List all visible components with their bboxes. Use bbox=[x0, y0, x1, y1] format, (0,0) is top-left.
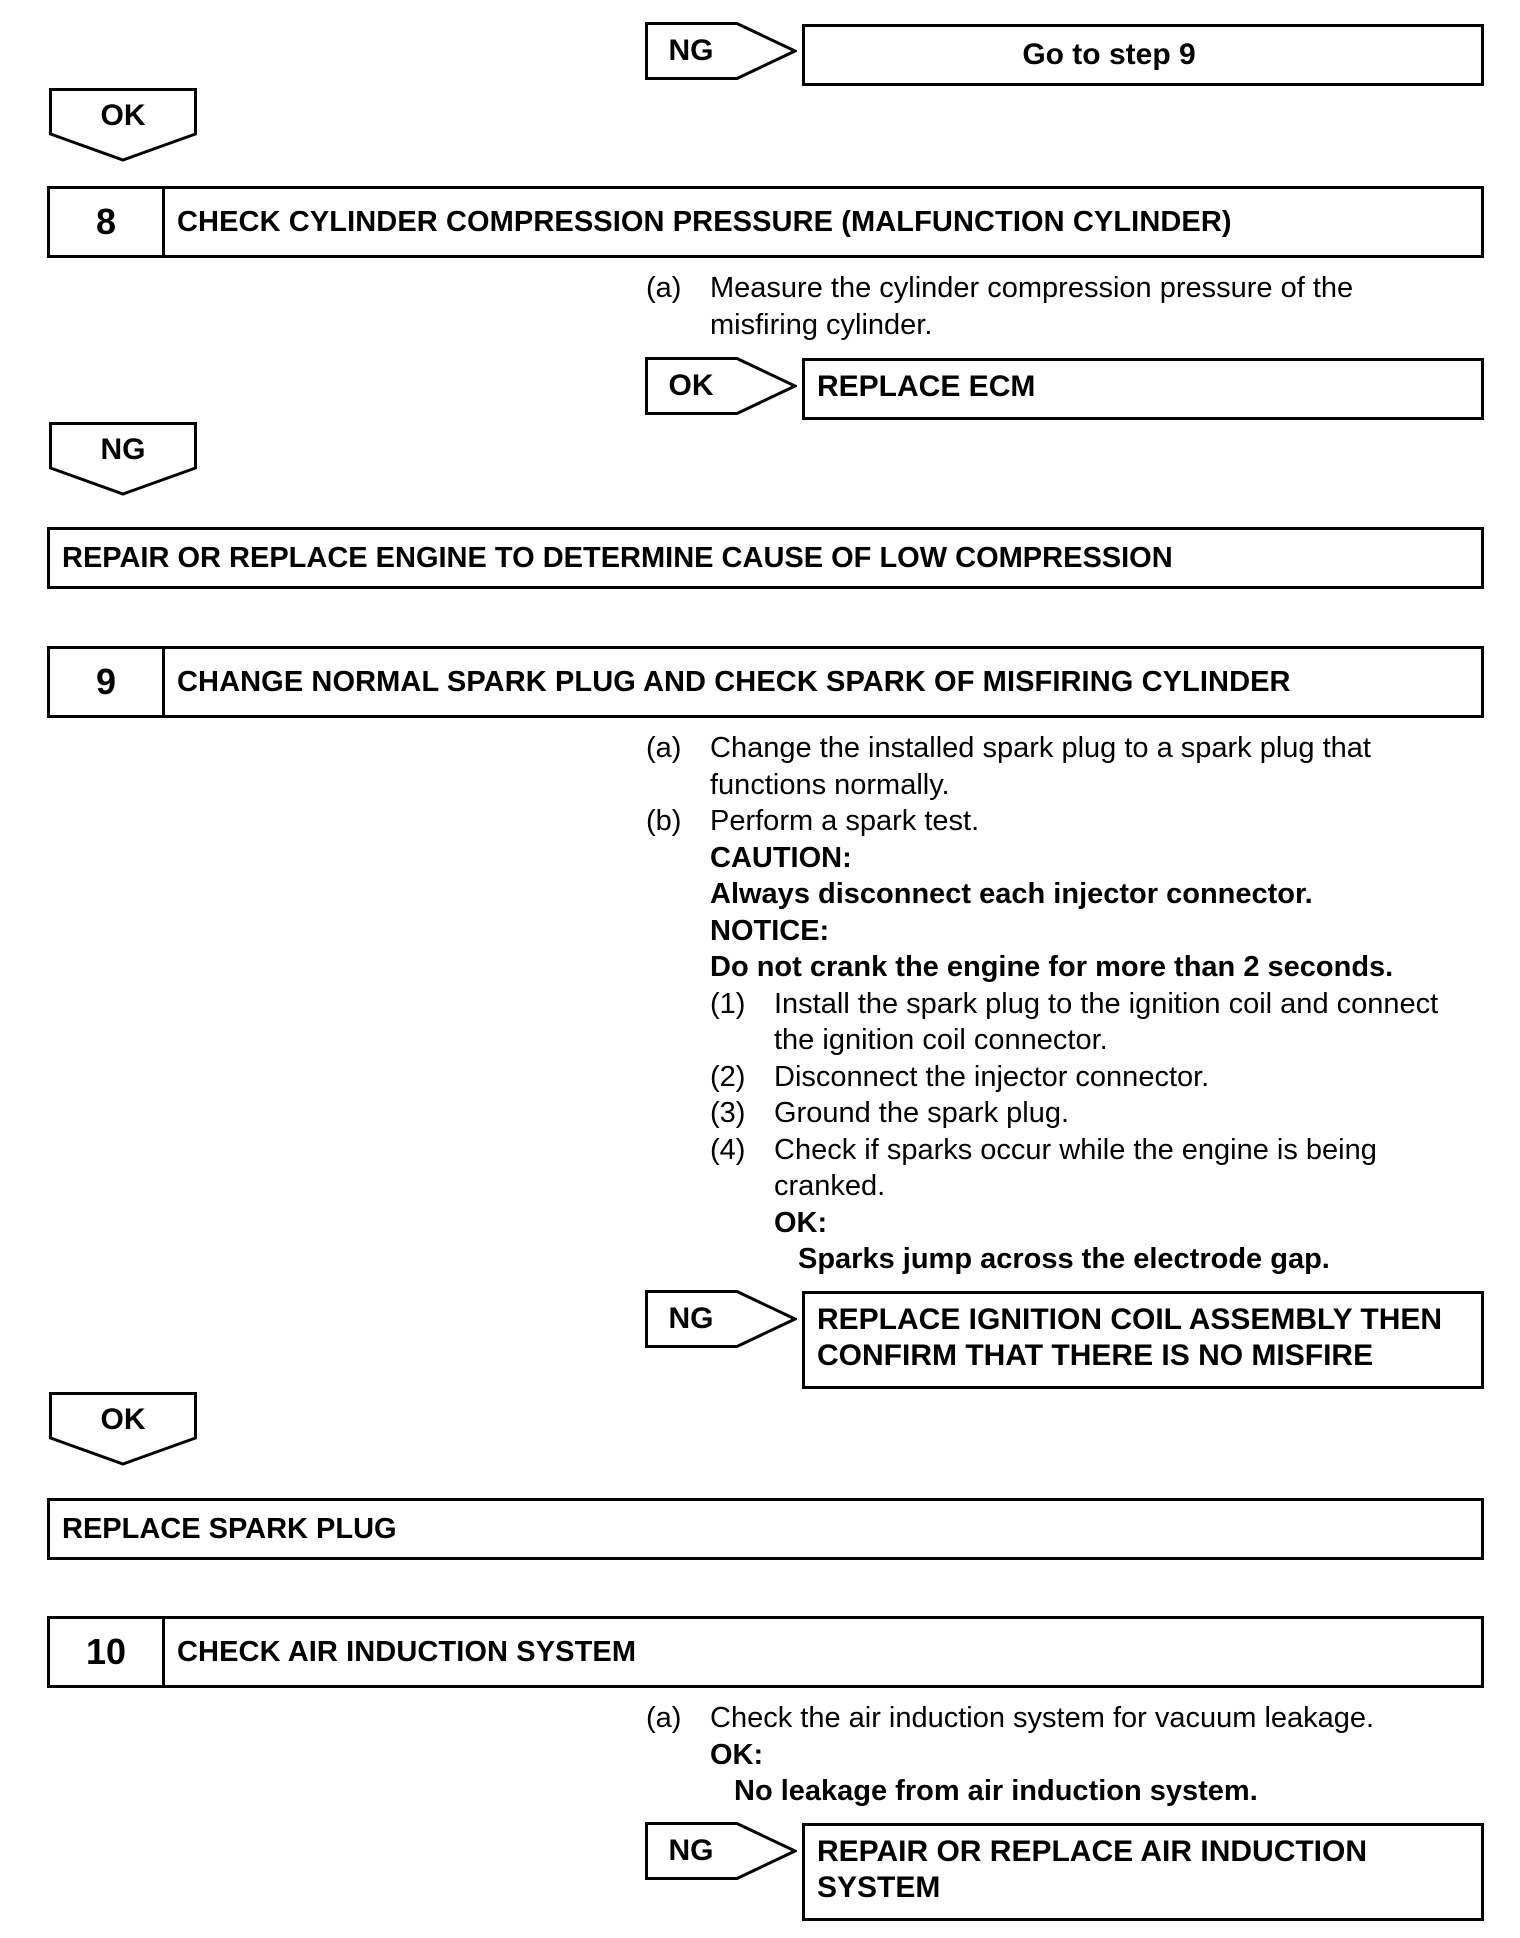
repair-engine-text: REPAIR OR REPLACE ENGINE TO DETERMINE CAUSE OF LOW COMPRESSION bbox=[62, 541, 1173, 574]
notice-text: Do not crank the engine for more than 2 seconds. bbox=[710, 951, 1394, 983]
step-8-title: CHECK CYLINDER COMPRESSION PRESSURE (MALFUNCTION CYLINDER) bbox=[177, 205, 1232, 238]
ok-label: OK bbox=[100, 99, 146, 132]
replace-ecm-box bbox=[802, 358, 1484, 420]
step-10-number: 10 bbox=[50, 1619, 165, 1685]
step-9-number: 9 bbox=[50, 649, 165, 715]
step-10-title: CHECK AIR INDUCTION SYSTEM bbox=[177, 1635, 637, 1668]
ng-label: NG bbox=[668, 1302, 714, 1335]
step-10-instructions bbox=[646, 1700, 1486, 1810]
replace-ignition-coil-text-2: CONFIRM THAT THERE IS NO MISFIRE bbox=[817, 1339, 1374, 1372]
step-9-a-text-2: functions normally. bbox=[710, 768, 950, 801]
marker-a: (a) bbox=[646, 1702, 682, 1734]
ok-criteria-text: No leakage from air induction system. bbox=[734, 1775, 1258, 1807]
step-9-title: CHANGE NORMAL SPARK PLUG AND CHECK SPARK OF MISFIRING CYLINDER bbox=[177, 665, 1291, 698]
replace-ecm-text: REPLACE ECM bbox=[817, 370, 1036, 403]
ok-result-arrow bbox=[645, 357, 797, 415]
substep-4-text-1: Check if sparks occur while the engine is being bbox=[774, 1133, 1377, 1166]
step-8-a-text-1: Measure the cylinder compression pressure of the bbox=[710, 272, 1354, 304]
marker-1: (1) bbox=[710, 987, 746, 1020]
notice-label: NOTICE: bbox=[710, 914, 830, 947]
marker-2: (2) bbox=[710, 1060, 746, 1093]
substep-1-text-1: Install the spark plug to the ignition coil and connect bbox=[774, 987, 1439, 1020]
ng-flow-chevron bbox=[49, 422, 197, 496]
ng-label: NG bbox=[100, 433, 146, 466]
step-8-header bbox=[47, 186, 1484, 258]
marker-3: (3) bbox=[710, 1097, 746, 1129]
replace-ignition-coil-box bbox=[802, 1291, 1484, 1389]
ok-label: OK bbox=[668, 369, 714, 402]
ng-result-arrow bbox=[645, 1822, 797, 1880]
repair-air-induction-text-2: SYSTEM bbox=[817, 1871, 941, 1904]
ng-result-arrow bbox=[645, 22, 797, 80]
marker-4: (4) bbox=[710, 1133, 746, 1166]
go-to-step-9-text: Go to step 9 bbox=[1022, 38, 1196, 71]
step-8-number: 8 bbox=[50, 189, 165, 255]
ok-criteria-text: Sparks jump across the electrode gap. bbox=[798, 1243, 1330, 1275]
ok-criteria-label: OK: bbox=[710, 1738, 764, 1771]
substep-3-text: Ground the spark plug. bbox=[774, 1097, 1070, 1129]
step-9-a-text-1: Change the installed spark plug to a spark plug that bbox=[710, 732, 1371, 764]
ng-label: NG bbox=[668, 34, 714, 67]
step-10-header bbox=[47, 1616, 1484, 1688]
step-9-b-text: Perform a spark test. bbox=[710, 805, 980, 837]
ok-label: OK bbox=[100, 1403, 146, 1436]
replace-ignition-coil-text-1: REPLACE IGNITION COIL ASSEMBLY THEN bbox=[817, 1303, 1443, 1336]
substep-4-text-2: cranked. bbox=[774, 1170, 886, 1202]
repair-engine-box bbox=[47, 527, 1484, 589]
replace-spark-plug-text: REPLACE SPARK PLUG bbox=[62, 1512, 397, 1545]
repair-air-induction-box bbox=[802, 1823, 1484, 1921]
step-10-a-text: Check the air induction system for vacuum leakage. bbox=[710, 1702, 1375, 1734]
caution-text: Always disconnect each injector connector. bbox=[710, 878, 1313, 910]
replace-spark-plug-box bbox=[47, 1498, 1484, 1560]
step-9-instructions bbox=[646, 730, 1486, 1278]
step-8-a-text-2: misfiring cylinder. bbox=[710, 308, 933, 341]
step-9-header bbox=[47, 646, 1484, 718]
go-to-step-9-box bbox=[802, 24, 1484, 86]
substep-1-text-2: the ignition coil connector. bbox=[774, 1024, 1108, 1056]
repair-air-induction-text-1: REPAIR OR REPLACE AIR INDUCTION bbox=[817, 1835, 1368, 1868]
substep-2-text: Disconnect the injector connector. bbox=[774, 1060, 1210, 1093]
caution-label: CAUTION: bbox=[710, 841, 852, 874]
marker-a: (a) bbox=[646, 272, 682, 304]
ok-flow-chevron bbox=[49, 88, 197, 162]
ng-result-arrow bbox=[645, 1290, 797, 1348]
marker-b: (b) bbox=[646, 805, 682, 837]
ok-flow-chevron bbox=[49, 1392, 197, 1466]
ok-criteria-label: OK: bbox=[774, 1206, 828, 1239]
ng-label: NG bbox=[668, 1834, 714, 1867]
step-8-instructions bbox=[646, 270, 1486, 343]
marker-a: (a) bbox=[646, 732, 682, 764]
